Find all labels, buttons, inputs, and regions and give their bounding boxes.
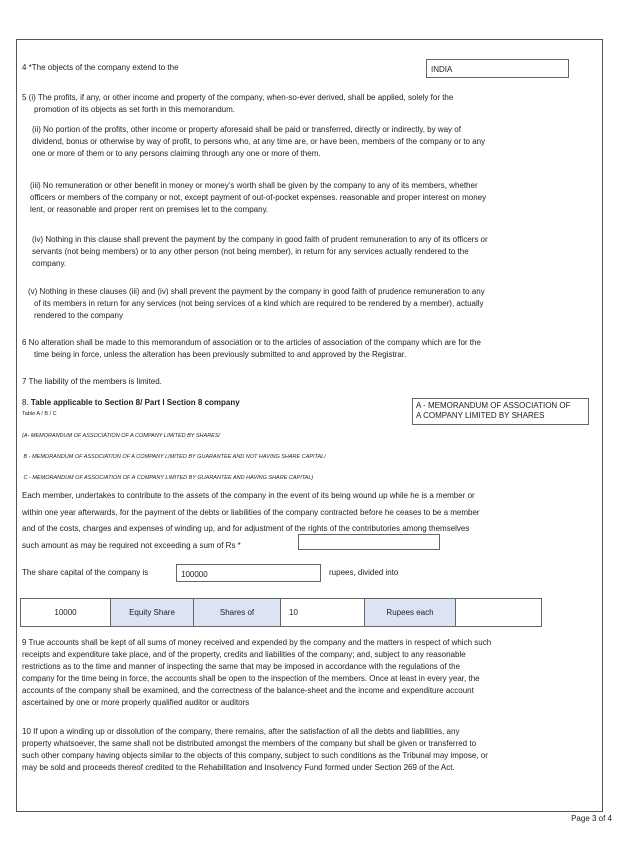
clause-9 bbox=[22, 637, 491, 709]
table-selected-line: A COMPANY LIMITED BY SHARES bbox=[416, 411, 545, 420]
contribution-line: within one year afterwards, for the payment of the debts or liabilities of the company contracted before he ceases to be a member bbox=[22, 507, 480, 517]
clause-5-ii-line: (ii) No portion of the profits, other income or property aforesaid shall be paid or transferred, directly or indirectly, by way of bbox=[32, 125, 461, 134]
clause-5-iv-line: company. bbox=[32, 259, 67, 268]
clause-8-number: 8. bbox=[22, 398, 31, 407]
clause-5-v-line: of its members in return for any services (not being services of a kind which are required to be rendered by a member), actually bbox=[34, 299, 484, 308]
clause-9-line: receipts and expenditure take place, and of the property, credits and liabilities of the company; and, subject to any reasonable bbox=[22, 650, 466, 659]
clause-8-title: Table applicable to Section 8/ Part I Section 8 company bbox=[30, 398, 240, 407]
clause-5-iii-line: (iii) No remuneration or other benefit in money or money’s worth shall be given by the company to any of its members, whether bbox=[30, 181, 478, 190]
clause-5-i-line: 5 (i) The profits, if any, or other income and property of the company, when-so-ever derived, shall be applied, solely for the bbox=[22, 93, 454, 102]
clause-10-line: such other company having objects similar to the objects of this company, subject to such conditions as the Tribunal may impose, or bbox=[22, 751, 488, 760]
face-value-cell[interactable]: 10 bbox=[281, 599, 365, 626]
share-type-cell: Equity Share bbox=[111, 599, 194, 626]
table-option-c: C - MEMORANDUM OF ASSOCIATION OF A COMPANY LIMITED BY GUARANTEE AND HAVING SHARE CAPITAL) bbox=[22, 475, 314, 481]
share-extra-cell[interactable] bbox=[456, 599, 541, 626]
share-capital-suffix: rupees, divided into bbox=[329, 568, 399, 577]
clause-5-iii bbox=[30, 180, 486, 216]
clause-5-v-line: (v) Nothing in these clauses (iii) and (iv) shall prevent the payment by the company in good faith of prudence remuneration to any bbox=[28, 287, 485, 296]
share-table bbox=[20, 598, 542, 627]
clause-5-v bbox=[28, 286, 485, 322]
clause-9-line: 9 True accounts shall be kept of all sums of money received and expended by the company and the matters in respect of which such bbox=[22, 638, 492, 647]
clause-5-i bbox=[22, 92, 453, 116]
table-options bbox=[22, 419, 326, 489]
clause-5-ii-line: one or more of them or to any persons claiming through any one or more of them. bbox=[32, 149, 321, 158]
clause-9-line: accounts of the company shall be examined, and the correctness of the balance-sheet and the income and expenditure account bbox=[22, 686, 474, 695]
clause-9-line: restrictions as to the time and manner of inspecting the same that may be imposed in accordance with the regulations of the bbox=[22, 662, 461, 671]
table-selected-field[interactable] bbox=[412, 398, 589, 425]
clause-5-v-line: rendered to the company bbox=[34, 311, 123, 320]
share-capital-prefix: The share capital of the company is bbox=[22, 568, 149, 577]
clause-6-line: time being in force, unless the alteration has been previously submitted to and approved by the Registrar. bbox=[34, 350, 407, 359]
contribution-line: such amount as may be required not exceeding a sum of Rs * bbox=[22, 541, 241, 551]
contribution-line: and of the costs, charges and expenses of winding up, and for adjustment of the rights of the contributories among themselves bbox=[22, 524, 470, 534]
clause-9-line: ascertained by one or more properly qualified auditor or auditors bbox=[22, 698, 250, 707]
contribution-line: Each member, undertakes to contribute to the assets of the company in the event of its being wound up while he is a member or bbox=[22, 491, 475, 500]
clause-5-i-line: promotion of its objects as set forth in this memorandum. bbox=[34, 105, 235, 114]
clause-5-ii bbox=[32, 124, 485, 160]
table-option-b: B - MEMORANDUM OF ASSOCIATION OF A COMPANY LIMITED BY GUARANTEE AND NOT HAVING SHARE CAPITAL/ bbox=[22, 454, 326, 460]
clause-10 bbox=[22, 726, 488, 774]
clause-5-iv-line: servants (not being members) or to any other person (not being member), in return for any services actually rendered to the bbox=[32, 247, 469, 256]
clause-8-heading bbox=[22, 397, 240, 409]
clause-9-line: company for the time being in force, the accounts shall be open to the inspection of the members. Once at least in every year, the bbox=[22, 674, 480, 683]
clause-6 bbox=[22, 337, 481, 361]
shares-of-label: Shares of bbox=[194, 599, 281, 626]
clause-7: 7 The liability of the members is limited. bbox=[22, 377, 162, 386]
clause-10-line: may be sold and proceeds thereof credited to the Rehabilitation and Insolvency Fund formed under Section 269 of the Act. bbox=[22, 763, 455, 772]
clause-10-line: property whatsoever, the same shall not be distributed amongst the members of the company but shall be given or transferred to bbox=[22, 739, 477, 748]
clause-6-line: 6 No alteration shall be made to this memorandum of association or to the articles of association of the company which are for the bbox=[22, 338, 481, 347]
table-options-label: Table A / B / C bbox=[22, 411, 57, 417]
clause-5-iii-line: lent, or reasonable and proper rent on premises let to the company. bbox=[30, 205, 269, 214]
share-capital-field[interactable]: 100000 bbox=[176, 564, 321, 582]
page-number: Page 3 of 4 bbox=[571, 814, 612, 823]
clause-5-ii-line: dividend, bonus or otherwise by way of profit, to persons who, at any time are, or have been, members of the company or to any bbox=[32, 137, 486, 146]
clause-5-iii-line: officers or members of the company or not, except payment of out-of-pocket expenses. reasonable and proper interest on money bbox=[30, 193, 487, 202]
clause-10-line: 10 If upon a winding up or dissolution of the company, there remains, after the satisfaction of all the debts and liabilities, any bbox=[22, 727, 460, 736]
share-count-cell[interactable]: 10000 bbox=[21, 599, 111, 626]
rupees-each-label: Rupees each bbox=[365, 599, 456, 626]
contribution-amount-field[interactable] bbox=[298, 534, 440, 550]
table-selected-line: A - MEMORANDUM OF ASSOCIATION OF bbox=[416, 401, 571, 410]
clause-5-iv bbox=[32, 234, 488, 270]
table-option-a: (A- MEMORANDUM OF ASSOCIATION OF A COMPANY LIMITED BY SHARES/ bbox=[22, 433, 221, 439]
clause-5-iv-line: (iv) Nothing in this clause shall prevent the payment by the company in good faith of prudent remuneration to any of its officers or bbox=[32, 235, 488, 244]
objects-extend-field[interactable]: INDIA bbox=[426, 59, 569, 78]
clause-4-text: 4 *The objects of the company extend to the bbox=[22, 63, 179, 72]
